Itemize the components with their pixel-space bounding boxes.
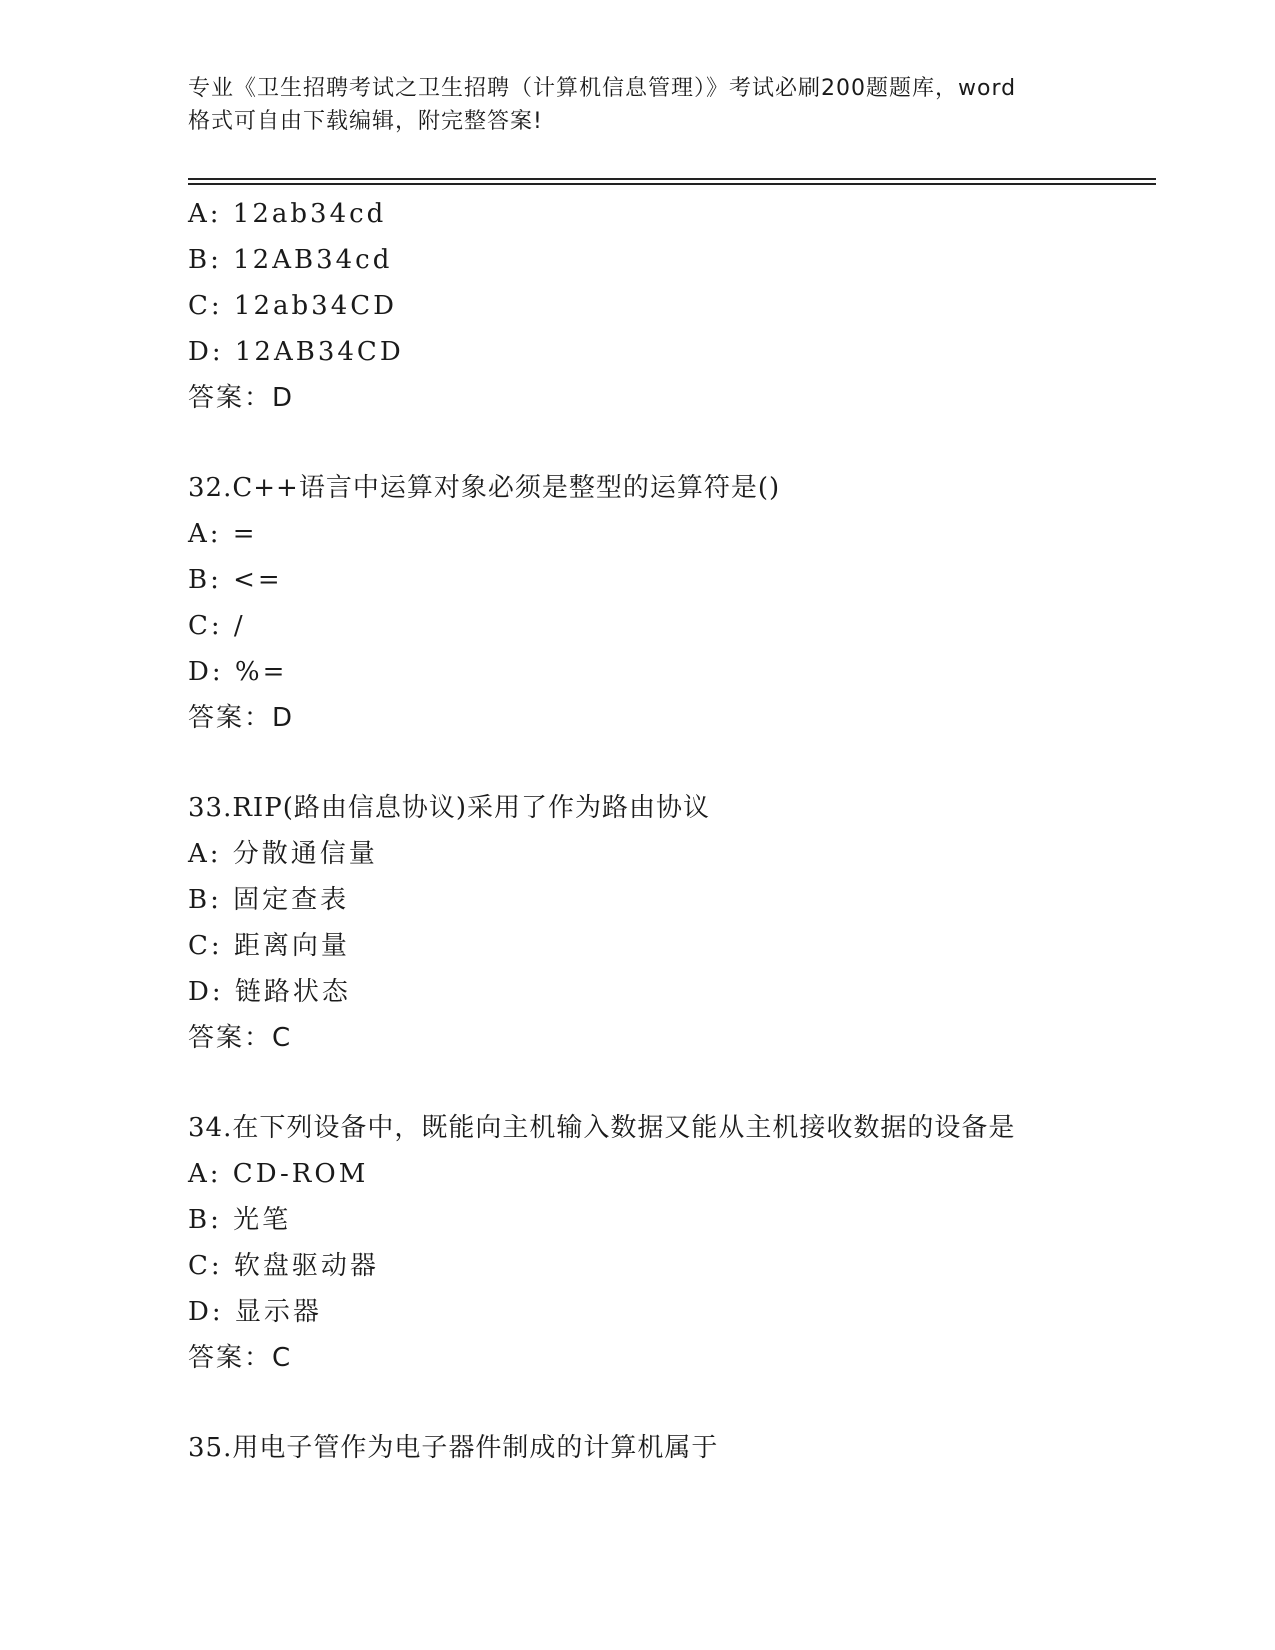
option-a: A: 12ab34cd <box>188 199 387 229</box>
question-33-block <box>188 785 1188 1061</box>
header-title-line-1: 专业《卫生招聘考试之卫生招聘（计算机信息管理）》考试必刷200题题库，word <box>188 76 1017 101</box>
option-b: B: 12AB34cd <box>188 245 393 275</box>
option-a: A: CD-ROM <box>188 1159 369 1189</box>
option-d: D: 显示器 <box>188 1297 322 1327</box>
option-b: B: 光笔 <box>188 1205 292 1235</box>
option-b: B: <= <box>188 565 283 595</box>
option-b: B: 固定查表 <box>188 885 350 915</box>
spacer <box>188 1061 1188 1105</box>
document-header <box>188 72 1088 138</box>
spacer <box>188 1381 1188 1425</box>
header-title-line-2: 格式可自由下载编辑，附完整答案! <box>188 109 543 134</box>
answer-text: 答案：D <box>188 383 295 413</box>
question-32-block <box>188 465 1188 741</box>
spacer <box>188 741 1188 785</box>
header-divider-bottom <box>188 183 1156 185</box>
question-text: 35.用电子管作为电子器件制成的计算机属于 <box>188 1433 719 1463</box>
option-c: C: 12ab34CD <box>188 291 397 321</box>
answer-text: 答案：C <box>188 1023 293 1053</box>
question-31-block <box>188 191 1188 421</box>
question-34-block <box>188 1105 1188 1381</box>
header-divider-top <box>188 178 1156 180</box>
option-c: C: 距离向量 <box>188 931 350 961</box>
spacer <box>188 421 1188 465</box>
option-c: C: / <box>188 611 246 641</box>
option-c: C: 软盘驱动器 <box>188 1251 379 1281</box>
option-d: D: 链路状态 <box>188 977 351 1007</box>
question-text: 34.在下列设备中，既能向主机输入数据又能从主机接收数据的设备是 <box>188 1113 1016 1143</box>
question-text: 33.RIP(路由信息协议)采用了作为路由协议 <box>188 793 710 823</box>
answer-text: 答案：C <box>188 1343 293 1373</box>
option-d: D: %= <box>188 657 288 687</box>
answer-text: 答案：D <box>188 703 295 733</box>
question-text: 32.C++语言中运算对象必须是整型的运算符是() <box>188 473 781 503</box>
option-d: D: 12AB34CD <box>188 337 404 367</box>
question-35-block <box>188 1425 1188 1471</box>
question-list <box>188 191 1188 1471</box>
option-a: A: = <box>188 519 258 549</box>
option-a: A: 分散通信量 <box>188 839 378 869</box>
